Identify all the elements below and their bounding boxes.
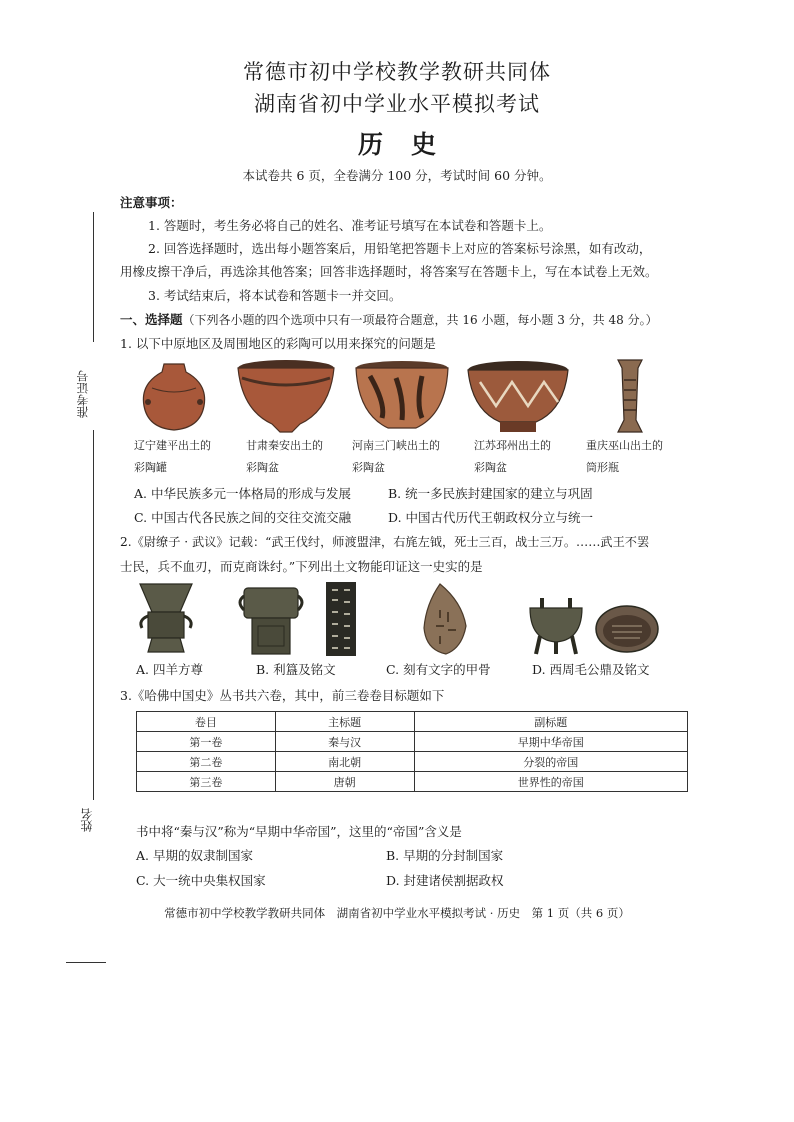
table-cell: 分裂的帝国	[414, 752, 687, 772]
notice-item-3: 3. 考试结束后，将本试卷和答题卡一并交回。	[148, 288, 402, 303]
binding-line-top	[93, 212, 94, 342]
q1-caption-2-line1: 甘肃秦安出土的	[246, 439, 323, 452]
table-cell: 第一卷	[137, 732, 276, 752]
table-header-row	[137, 712, 688, 732]
table-row	[137, 752, 688, 772]
table-cell: 唐朝	[275, 772, 414, 792]
q1-caption-3-line1: 河南三门峡出土的	[352, 439, 440, 452]
table-cell: 第三卷	[137, 772, 276, 792]
q1-caption-2-line2: 彩陶盆	[246, 461, 279, 474]
q1-caption-5-line2: 筒形瓶	[586, 461, 619, 474]
q2-option-d: D. 西周毛公鼎及铭文	[532, 662, 650, 677]
maogong-ding-inscription-image	[594, 604, 660, 654]
binding-tick	[66, 962, 106, 963]
pottery-basin-gansu-image	[236, 358, 336, 434]
q1-option-d: D. 中国古代历代王朝政权分立与统一	[388, 510, 594, 525]
q3-stem: 3.《哈佛中国史》丛书共六卷，其中，前三卷卷目标题如下	[120, 688, 445, 703]
q1-caption-4-line1: 江苏邳州出土的	[474, 439, 551, 452]
q1-caption-1	[134, 435, 244, 479]
li-gui-vessel-image	[240, 586, 302, 656]
subject-title: 历史	[357, 130, 464, 159]
q2-stem-line1: 2.《尉缭子 · 武议》记载：“武王伐纣，师渡盟津，右旄左钺，死士三百，战士三万。……武王不罢	[120, 535, 650, 549]
q1-stem: 1. 以下中原地区及周围地区的彩陶可以用来探究的问题是	[120, 336, 436, 351]
pottery-basin-jiangsu-image	[466, 360, 570, 436]
q1-caption-3	[352, 435, 462, 479]
maogong-ding-image	[528, 596, 584, 656]
q1-option-a: A. 中华民族多元一体格局的形成与发展	[134, 486, 351, 501]
q3-option-b: B. 早期的分封制国家	[386, 848, 504, 863]
pottery-jar-liaoning-image	[138, 358, 210, 434]
table-row	[137, 732, 688, 752]
q1-caption-1-line2: 彩陶罐	[134, 461, 167, 474]
page-footer: 常德市初中学校教学教研共同体 湖南省初中学业水平模拟考试 · 历史 第 1 页（共 6 页）	[164, 906, 630, 920]
exam-header-line2: 湖南省初中学业水平模拟考试	[254, 92, 540, 116]
table-cell: 世界性的帝国	[414, 772, 687, 792]
q1-option-b: B. 统一多民族封建国家的建立与巩固	[388, 486, 593, 501]
binding-line-mid	[93, 430, 94, 800]
notice-item-2: 2. 回答选择题时，选出每小题答案后，用铅笔把答题卡上对应的答案标号涂黑，如有改动，	[148, 241, 652, 256]
q3-option-d: D. 封建诸侯割据政权	[386, 873, 504, 888]
q1-caption-4-line2: 彩陶盆	[474, 461, 507, 474]
q2-option-a: A. 四羊方尊	[136, 662, 203, 677]
table-cell: 第二卷	[137, 752, 276, 772]
notice-title: 注意事项：	[120, 195, 183, 210]
table-cell: 早期中华帝国	[414, 732, 687, 752]
section-title: 一、选择题	[120, 312, 183, 327]
q1-caption-5-line1: 重庆巫山出土的	[586, 439, 663, 452]
q3-question: 书中将“秦与汉”称为“早期中华帝国”，这里的“帝国”含义是	[136, 824, 462, 839]
table-cell: 南北朝	[275, 752, 414, 772]
q3-option-c: C. 大一统中央集权国家	[136, 873, 266, 888]
table-header-cell: 主标题	[275, 712, 414, 732]
exam-header-line1: 常德市初中学校教学教研共同体	[243, 60, 551, 84]
q1-caption-4	[474, 435, 584, 479]
exam-number-label: 准考证号	[76, 370, 90, 418]
oracle-bone-image	[422, 582, 468, 656]
section-heading	[120, 310, 658, 328]
pottery-basin-henan-image	[352, 360, 452, 436]
notice-item-1: 1. 答题时，考生务必将自己的姓名、准考证号填写在本试卷和答题卡上。	[148, 218, 552, 233]
table-row	[137, 772, 688, 792]
q3-option-a: A. 早期的奴隶制国家	[136, 848, 253, 863]
q1-caption-3-line2: 彩陶盆	[352, 461, 385, 474]
q1-caption-2	[246, 435, 356, 479]
notice-item-2-cont: 用橡皮擦干净后，再选涂其他答案；回答非选择题时，将答案写在答题卡上，写在本试卷上无效。	[120, 264, 658, 279]
q2-option-b: B. 利簋及铭文	[256, 662, 336, 677]
harvard-history-table	[136, 711, 688, 792]
section-desc: （下列各小题的四个选项中只有一项最符合题意，共 16 小题，每小题 3 分，共 48 分。）	[182, 313, 658, 327]
exam-info: 本试卷共 6 页，全卷满分 100 分，考试时间 60 分钟。	[242, 168, 552, 183]
name-label: 姓名	[80, 808, 94, 832]
table-header-cell: 副标题	[414, 712, 687, 732]
table-header-cell: 卷目	[137, 712, 276, 732]
table-cell: 秦与汉	[275, 732, 414, 752]
q1-caption-5	[586, 435, 696, 479]
q1-option-c: C. 中国古代各民族之间的交往交流交融	[134, 510, 352, 525]
four-ram-square-zun-image	[136, 582, 196, 654]
q1-caption-1-line1: 辽宁建平出土的	[134, 439, 211, 452]
pottery-vase-chongqing-image	[612, 358, 648, 436]
q2-stem-line2: 士民，兵不血刃，而克商诛纣。”下列出土文物能印证这一史实的是	[120, 559, 483, 574]
q2-option-c: C. 刻有文字的甲骨	[386, 662, 491, 677]
li-gui-inscription-image	[326, 582, 356, 656]
